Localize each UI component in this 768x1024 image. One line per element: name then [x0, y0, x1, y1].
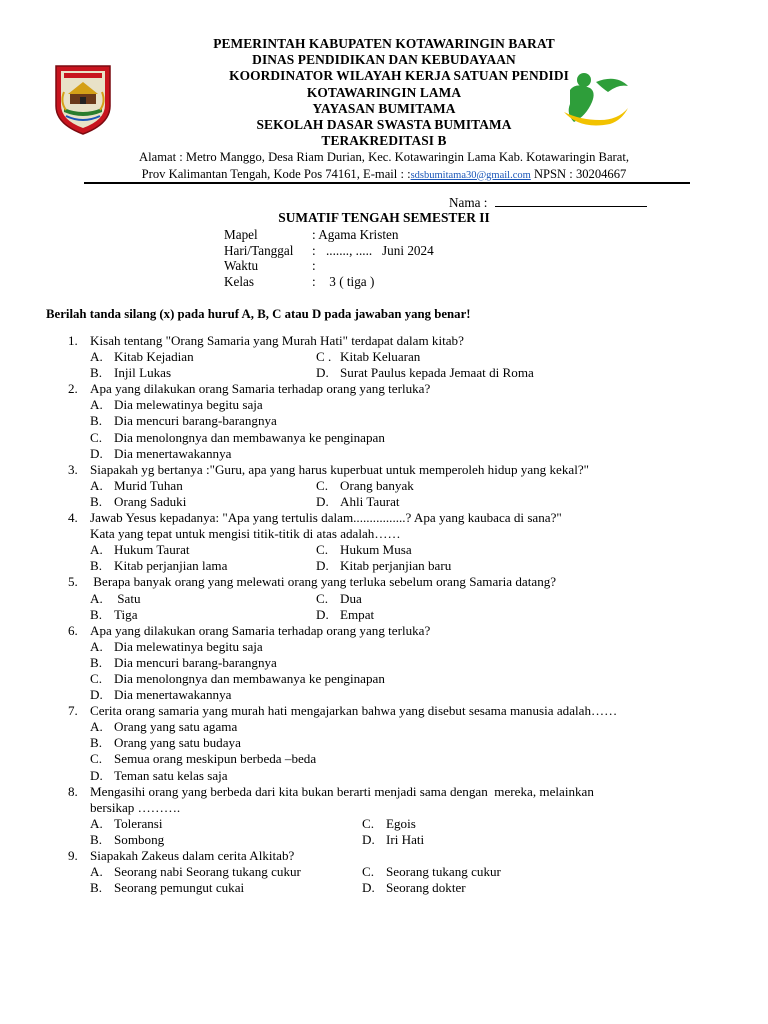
meta-row-date [224, 243, 434, 259]
option[interactable] [90, 687, 708, 703]
instruction: Berilah tanda silang (x) pada huruf A, B, C atau D pada jawaban yang benar! [46, 307, 471, 321]
option-text: Kitab perjanjian baru [340, 558, 452, 574]
question-number: 3. [68, 461, 78, 477]
option-letter: C. [362, 815, 375, 831]
option-row [90, 880, 708, 896]
option-letter: C. [90, 429, 103, 445]
meta-row-kelas [224, 274, 434, 290]
exam-title: SUMATIF TENGAH SEMESTER II [278, 210, 490, 225]
options [68, 397, 708, 461]
option-text: Ahli Taurat [340, 493, 400, 509]
option-row [90, 832, 708, 848]
question-text: Berapa banyak orang yang melewati orang yang terluka sebelum orang Samaria datang? [90, 574, 557, 590]
option-letter: B. [90, 413, 103, 429]
option[interactable] [90, 735, 708, 751]
option[interactable] [362, 816, 416, 832]
options [68, 719, 708, 783]
option[interactable] [90, 591, 316, 607]
option-row [90, 349, 708, 365]
option[interactable] [90, 446, 708, 462]
meta-row-mapel [224, 227, 434, 243]
option-text: Orang banyak [340, 477, 414, 493]
option-letter: B. [90, 558, 103, 574]
address-line-2-prefix: Prov Kalimantan Tengah, Kode Pos 74161, E-mail : : [141, 166, 411, 181]
option-letter: A. [90, 864, 103, 880]
options [68, 864, 708, 896]
option-text: Toleransi [114, 815, 163, 831]
option-text: Dia menertawakannya [114, 687, 232, 703]
question-text: Apa yang dilakukan orang Samaria terhadap orang yang terluka? [90, 622, 431, 638]
question-text: Jawab Yesus kepadanya: "Apa yang tertulis dalam................? Apa yang kaubaca di sana?" [90, 510, 562, 526]
option-text: Orang yang satu budaya [114, 735, 241, 751]
option-letter: C. [316, 542, 329, 558]
option-text: Hukum Musa [340, 542, 412, 558]
question-number: 6. [68, 622, 78, 638]
option[interactable] [316, 542, 412, 558]
options [68, 478, 708, 510]
question-5 [68, 574, 708, 622]
option-row [90, 816, 708, 832]
option-text: Dua [340, 590, 362, 606]
option[interactable] [316, 494, 400, 510]
option-row [90, 478, 708, 494]
option[interactable] [90, 880, 362, 896]
option-text: Satu [114, 590, 141, 606]
option[interactable] [90, 478, 316, 494]
options [68, 816, 708, 848]
option-letter: B. [90, 606, 103, 622]
option-letter: A. [90, 719, 103, 735]
option-text: Dia menertawakannya [114, 445, 232, 461]
question-6 [68, 623, 708, 703]
letterhead-line-7: TERAKREDITASI B [321, 133, 447, 149]
option[interactable] [90, 832, 362, 848]
option[interactable] [90, 494, 316, 510]
option-letter: D. [90, 687, 103, 703]
option[interactable] [90, 719, 708, 735]
question-number: 2. [68, 381, 78, 397]
question-text: Apa yang dilakukan orang Samaria terhadap orang yang terluka? [90, 381, 431, 397]
option-text: Orang yang satu agama [114, 719, 238, 735]
option-letter: D. [316, 606, 329, 622]
option-letter: A. [90, 638, 103, 654]
question-text-continued: bersikap ………. [90, 799, 181, 815]
option[interactable] [316, 591, 362, 607]
question-4 [68, 510, 708, 574]
option[interactable] [316, 365, 534, 381]
meta-value: ......., ..... Juni 2024 [326, 242, 434, 258]
option[interactable] [362, 880, 466, 896]
option-text: Seorang pemungut cukai [114, 880, 245, 896]
letterhead-line-1: PEMERINTAH KABUPATEN KOTAWARINGIN BARAT [213, 36, 555, 51]
school-address [0, 149, 768, 184]
option-letter: B. [90, 493, 103, 509]
question-1 [68, 333, 708, 381]
option-row [90, 542, 708, 558]
option-letter: C. [316, 590, 329, 606]
meta-label: Kelas [224, 273, 255, 289]
name-label: Nama : [449, 195, 488, 210]
meta-colon: : [312, 242, 316, 258]
option-letter: A. [90, 349, 103, 365]
option[interactable] [90, 655, 708, 671]
option-letter: B. [90, 735, 103, 751]
option-text: Empat [340, 606, 375, 622]
option-row [90, 365, 708, 381]
address-line-1: Alamat : Metro Manggo, Desa Riam Durian, Kec. Kotawaringin Lama Kab. Kotawaringin Barat, [139, 150, 629, 164]
letterhead [0, 36, 768, 149]
option[interactable] [90, 607, 316, 623]
option-text: Seorang nabi Seorang tukang cukur [114, 864, 301, 880]
option[interactable] [316, 607, 374, 623]
letterhead-line-2: DINAS PENDIDIKAN DAN KEBUDAYAAN [252, 52, 516, 68]
option-text: Sombong [114, 831, 165, 847]
option[interactable] [362, 832, 424, 848]
option-letter: D. [90, 767, 103, 783]
option[interactable] [90, 639, 708, 655]
option-text: Dia melewatinya begitu saja [114, 638, 263, 654]
option-text: Tiga [114, 606, 138, 622]
option[interactable] [90, 864, 362, 880]
option-letter: C. [362, 864, 375, 880]
option-text: Seorang dokter [386, 880, 466, 896]
option-text: Iri Hati [386, 831, 425, 847]
option-letter: A. [90, 590, 103, 606]
meta-row-waktu [224, 258, 434, 274]
question-number: 9. [68, 848, 78, 863]
option-letter: B. [90, 365, 103, 381]
question-text-continued: Kata yang tepat untuk mengisi titik-titik di atas adalah…… [90, 526, 401, 542]
question-text: Siapakah Zakeus dalam cerita Alkitab? [90, 848, 295, 863]
letterhead-divider [84, 182, 690, 184]
letterhead-line-6: SEKOLAH DASAR SWASTA BUMITAMA [256, 117, 512, 133]
option-letter: B. [90, 831, 103, 847]
question-8 [68, 784, 708, 848]
option-letter: A. [90, 542, 103, 558]
option-text: Injil Lukas [114, 365, 172, 381]
option-letter: D. [90, 445, 103, 461]
option-letter: B. [90, 654, 103, 670]
option[interactable] [90, 558, 316, 574]
option-text: Dia melewatinya begitu saja [114, 397, 263, 413]
option[interactable] [90, 671, 708, 687]
option-letter: C. [90, 670, 103, 686]
question-text: Kisah tentang "Orang Samaria yang Murah Hati" terdapat dalam kitab? [90, 333, 464, 348]
option[interactable] [316, 558, 451, 574]
option-text: Dia menolongnya dan membawanya ke penginapan [114, 670, 385, 686]
letterhead-line-4: KOTAWARINGIN LAMA [306, 84, 462, 100]
option-text: Teman satu kelas saja [114, 767, 228, 783]
option-row [90, 494, 708, 510]
option-letter: C. [316, 477, 329, 493]
option[interactable] [90, 430, 708, 446]
option[interactable] [90, 349, 316, 365]
options [68, 349, 708, 381]
option-row [90, 607, 708, 623]
option-row [90, 558, 708, 574]
option-row [90, 864, 708, 880]
exam-meta [224, 227, 434, 289]
option-letter: D. [316, 493, 329, 509]
question-text: Mengasihi orang yang berbeda dari kita bukan berarti menjadi sama dengan mereka, melainkan [90, 783, 594, 799]
meta-value: : Agama Kristen [312, 227, 399, 242]
option-text: Seorang tukang cukur [386, 864, 501, 880]
option-letter: C . [316, 349, 332, 365]
question-9 [68, 848, 708, 896]
options [68, 639, 708, 703]
question-number: 7. [68, 703, 78, 719]
question-text: Cerita orang samaria yang murah hati mengajarkan bahwa yang disebut sesama manusia adalah…… [90, 703, 618, 719]
option-text: Dia mencuri barang-barangnya [114, 413, 277, 429]
option-text: Dia menolongnya dan membawanya ke penginapan [114, 429, 385, 445]
options [68, 591, 708, 623]
option-text: Kitab Kejadian [114, 349, 194, 365]
question-number: 4. [68, 510, 78, 526]
meta-value: 3 ( tiga ) [326, 273, 375, 289]
option-text: Egois [386, 815, 416, 831]
question-text: Siapakah yg bertanya :"Guru, apa yang harus kuperbuat untuk memperoleh hidup yang kekal?" [90, 461, 590, 477]
option-letter: C. [90, 751, 103, 767]
name-field [449, 194, 647, 211]
option[interactable] [362, 864, 501, 880]
option-letter: D. [362, 831, 375, 847]
meta-colon: : [312, 258, 316, 274]
option-letter: D. [362, 880, 375, 896]
option[interactable] [90, 816, 362, 832]
option-letter: D. [316, 365, 329, 381]
option-text: Hukum Taurat [114, 542, 190, 558]
option-row [90, 591, 708, 607]
option-text: Semua orang meskipun berbeda –beda [114, 751, 317, 767]
letterhead-line-5: YAYASAN BUMITAMA [312, 100, 456, 116]
options [68, 542, 708, 574]
option-text: Dia mencuri barang-barangnya [114, 654, 277, 670]
option[interactable] [90, 413, 708, 429]
meta-label: Hari/Tanggal [224, 242, 294, 258]
npsn: NPSN : 30204667 [530, 166, 627, 181]
option-letter: D. [316, 558, 329, 574]
question-list [68, 333, 708, 896]
meta-label: Waktu [224, 258, 259, 274]
meta-label: Mapel [224, 227, 258, 242]
option[interactable] [90, 768, 708, 784]
option-letter: A. [90, 815, 103, 831]
option-letter: A. [90, 477, 103, 493]
question-number: 8. [68, 783, 78, 799]
question-7 [68, 703, 708, 783]
question-3 [68, 462, 708, 510]
question-number: 1. [68, 333, 78, 348]
option[interactable] [90, 397, 708, 413]
question-number: 5. [68, 574, 78, 590]
option-text: Kitab perjanjian lama [114, 558, 228, 574]
option-letter: B. [90, 880, 103, 896]
option-letter: A. [90, 397, 103, 413]
option-text: Murid Tuhan [114, 477, 183, 493]
option-text: Orang Saduki [114, 493, 187, 509]
email-link[interactable]: sdsbumitama30@gmail.com [410, 169, 531, 181]
letterhead-line-3: KOORDINATOR WILAYAH KERJA SATUAN PENDIDI [229, 68, 569, 84]
option[interactable] [316, 478, 414, 494]
option-text: Kitab Keluaran [340, 349, 421, 365]
name-blank-line [495, 194, 647, 207]
option[interactable] [316, 349, 420, 365]
question-2 [68, 381, 708, 461]
option-text: Surat Paulus kepada Jemaat di Roma [340, 365, 534, 381]
meta-colon: : [312, 273, 316, 289]
option[interactable] [90, 751, 708, 767]
option[interactable] [90, 365, 316, 381]
option[interactable] [90, 542, 316, 558]
